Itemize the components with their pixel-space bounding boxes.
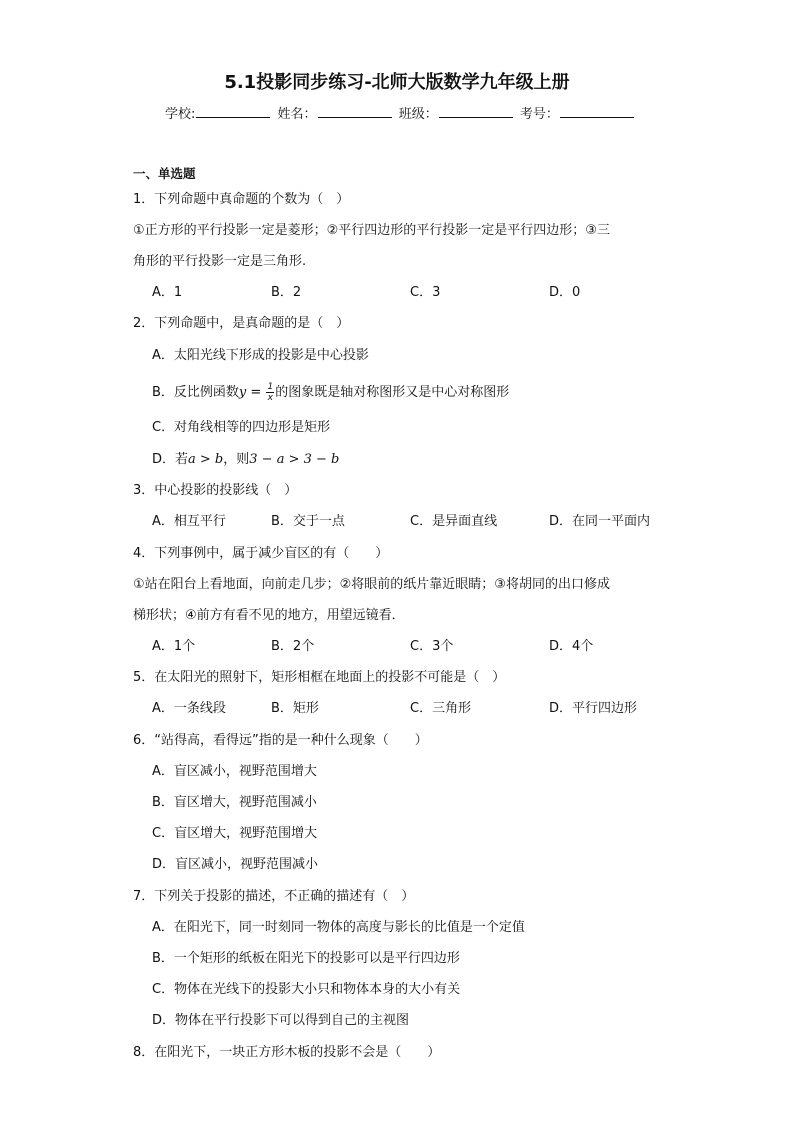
q3-option-c[interactable]: C．是异面直线: [410, 514, 498, 529]
q2-option-c[interactable]: C．对角线相等的四边形是矩形: [152, 420, 331, 435]
q5-stem: 5．在太阳光的照射下，矩形相框在地面上的投影不可能是（ ）: [133, 670, 506, 685]
q2-option-a[interactable]: A．太阳光线下形成的投影是中心投影: [152, 348, 369, 363]
q4-option-b[interactable]: B．2个: [271, 639, 315, 654]
q2-stem: 2．下列命题中，是真命题的是（ ）: [133, 316, 350, 331]
q5-option-c[interactable]: C．三角形: [410, 701, 472, 716]
name-blank[interactable]: [318, 105, 392, 118]
q4-text-line2: 梯形状；④前方有看不见的地方，用望远镜看．: [133, 608, 405, 623]
q2-b-suffix: 的图象既是轴对称图形又是中心对称图形: [275, 385, 510, 400]
q7-option-d[interactable]: D．物体在平行投影下可以得到自己的主视图: [152, 1013, 410, 1028]
q2-d-prefix: D．若: [152, 452, 189, 467]
q3-stem: 3．中心投影的投影线（ ）: [133, 483, 298, 498]
q2-option-b[interactable]: [152, 382, 509, 403]
q7-option-c[interactable]: C．物体在光线下的投影大小只和物体本身的大小有关: [152, 982, 461, 997]
q4-option-a[interactable]: A．1个: [152, 639, 196, 654]
q5-option-a[interactable]: A．一条线段: [152, 701, 226, 716]
q1-option-d[interactable]: D．0: [549, 285, 581, 300]
q1-option-b[interactable]: B．2: [271, 285, 302, 300]
q4-option-c[interactable]: C．3个: [410, 639, 454, 654]
q2-d-then: ，则: [223, 452, 250, 467]
q6-option-d[interactable]: D．盲区减小，视野范围减小: [152, 857, 319, 872]
q7-option-a[interactable]: A．在阳光下，同一时刻同一物体的高度与影长的比值是一个定值: [152, 920, 525, 935]
number-label: 考号：: [519, 107, 559, 122]
q8-stem: 8．在阳光下，一块正方形木板的投影不会是（ ）: [133, 1045, 441, 1060]
class-label: 班级：: [398, 107, 438, 122]
q1-option-c[interactable]: C．3: [410, 285, 441, 300]
q6-option-b[interactable]: B．盲区增大，视野范围减小: [152, 795, 317, 810]
q2-d-condition: a > b: [188, 452, 224, 467]
q6-option-a[interactable]: A．盲区减小，视野范围增大: [152, 764, 317, 779]
q4-option-d[interactable]: D．4个: [549, 639, 594, 654]
class-blank[interactable]: [439, 105, 513, 118]
q7-stem: 7．下列关于投影的描述，不正确的描述有（ ）: [133, 889, 415, 904]
q2-b-prefix: B．反比例函数: [152, 385, 239, 400]
school-blank[interactable]: [196, 105, 270, 118]
number-blank[interactable]: [560, 105, 634, 118]
q1-text-line2: 角形的平行投影一定是三角形.: [133, 254, 307, 269]
q2-b-equals: =: [246, 385, 266, 400]
q4-text-line1: ①站在阳台上看地面，向前走几步；②将眼前的纸片靠近眼睛；③将胡同的出口修成: [133, 577, 610, 592]
q6-option-c[interactable]: C．盲区增大，视野范围增大: [152, 826, 318, 841]
q3-option-a[interactable]: A．相互平行: [152, 514, 226, 529]
q1-stem: 1．下列命题中真命题的个数为（ ）: [133, 192, 350, 207]
q2-b-denominator: x: [267, 393, 273, 403]
q7-option-b[interactable]: B．一个矩形的纸板在阳光下的投影可以是平行四边形: [152, 951, 460, 966]
q3-option-b[interactable]: B．交于一点: [271, 514, 345, 529]
section-heading: 一、单选题: [133, 166, 196, 181]
q2-option-d[interactable]: [152, 451, 339, 469]
page-title: 5.1投影同步练习-北师大版数学九年级上册: [224, 72, 570, 93]
q2-b-numerator: 1: [267, 382, 274, 392]
q5-option-b[interactable]: B．矩形: [271, 701, 319, 716]
q5-option-d[interactable]: D．平行四边形: [549, 701, 638, 716]
q6-stem: 6．“站得高，看得远”指的是一种什么现象（ ）: [133, 733, 428, 748]
student-info-line: [165, 103, 637, 122]
q1-option-a[interactable]: A．1: [152, 285, 183, 300]
q3-option-d[interactable]: D．在同一平面内: [549, 514, 651, 529]
school-label: 学校:: [165, 107, 196, 122]
q2-b-y: y: [238, 385, 247, 400]
q4-stem: 4．下列事例中，属于减少盲区的有（ ）: [133, 546, 389, 561]
q2-d-result: 3 − a > 3 − b: [249, 452, 340, 467]
name-label: 姓名：: [277, 107, 317, 122]
q2-b-fraction: [266, 382, 274, 403]
q1-text-line1: ①正方形的平行投影一定是菱形；②平行四边形的平行投影一定是平行四边形；③三: [133, 223, 610, 238]
